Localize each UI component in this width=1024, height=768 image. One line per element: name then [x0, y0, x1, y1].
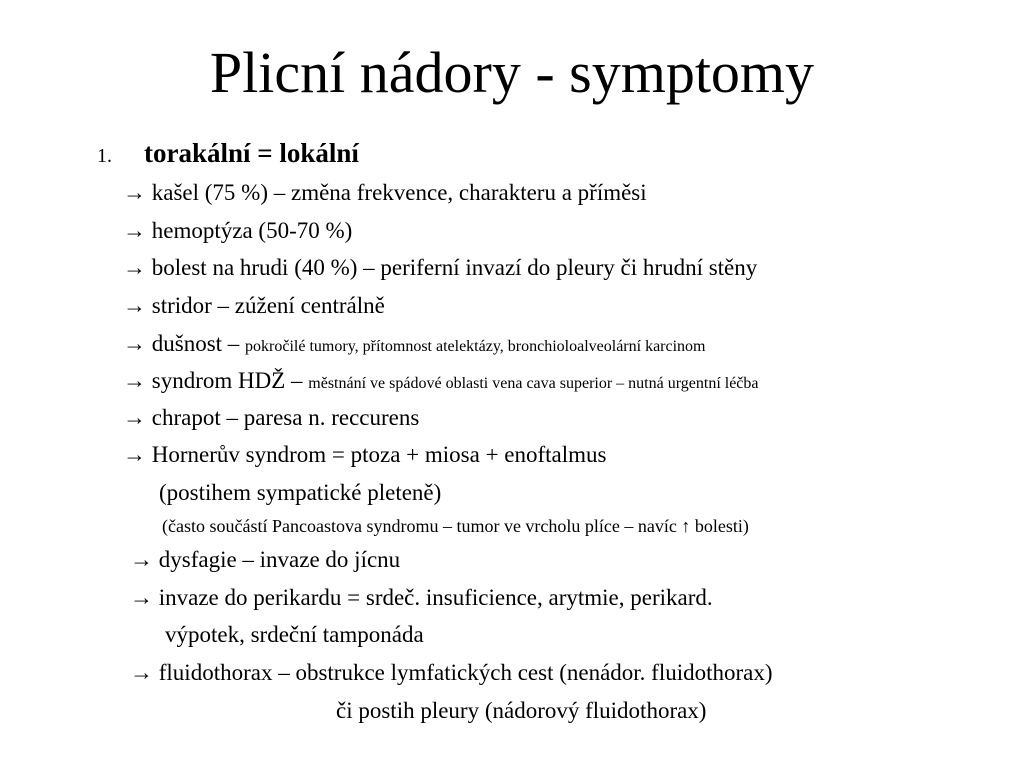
symptom-hemoptysis: → hemoptýza (50-70 %): [123, 218, 353, 243]
slide-title: Plicní nádory - symptomy: [209, 40, 815, 105]
symptom-horner-syndrome: → Hornerův syndrom = ptoza + miosa + enoftalmus: [123, 442, 607, 467]
symptom-svc-syndrome: → syndrom HDŽ – městnání ve spádové oblasti vena cava superior – nutná urgentní léčba: [123, 368, 759, 393]
symptom-horner-note: (často součástí Pancoastova syndromu – tumor ve vrcholu plíce – navíc ↑ bolesti): [162, 516, 749, 536]
symptom-fluidothorax-cont: či postih pleury (nádorový fluidothorax): [336, 698, 707, 723]
symptom-dysphagia: → dysfagie – invaze do jícnu: [130, 547, 401, 572]
symptom-fluidothorax: → fluidothorax – obstrukce lymfatických cest (nenádor. fluidothorax): [130, 660, 773, 685]
section-heading: torakální = lokální: [144, 138, 359, 168]
symptom-cough: → kašel (75 %) – změna frekvence, charakteru a příměsi: [123, 180, 647, 205]
symptom-dyspnea: → dušnost – pokročilé tumory, přítomnost atelektázy, bronchioloalveolární karcinom: [123, 331, 706, 356]
symptom-svc-syndrome-detail: městnání ve spádové oblasti vena cava superior – nutná urgentní léčba: [308, 375, 759, 392]
symptom-hoarseness: → chrapot – paresa n. reccurens: [123, 405, 420, 430]
symptom-pericardium-invasion: → invaze do perikardu = srdeč. insuficience, arytmie, perikard.: [130, 585, 713, 610]
list-number: 1.: [97, 145, 112, 167]
symptom-horner-syndrome-cont: (postihem sympatické pleteně): [159, 480, 442, 505]
symptom-pericardium-invasion-cont: výpotek, srdeční tamponáda: [165, 622, 424, 647]
symptom-dyspnea-detail: pokročilé tumory, přítomnost atelektázy, bronchioloalveolární karcinom: [245, 338, 706, 355]
symptom-stridor: → stridor – zúžení centrálně: [123, 293, 385, 318]
symptom-chest-pain: → bolest na hrudi (40 %) – periferní invazí do pleury či hrudní stěny: [123, 255, 758, 280]
